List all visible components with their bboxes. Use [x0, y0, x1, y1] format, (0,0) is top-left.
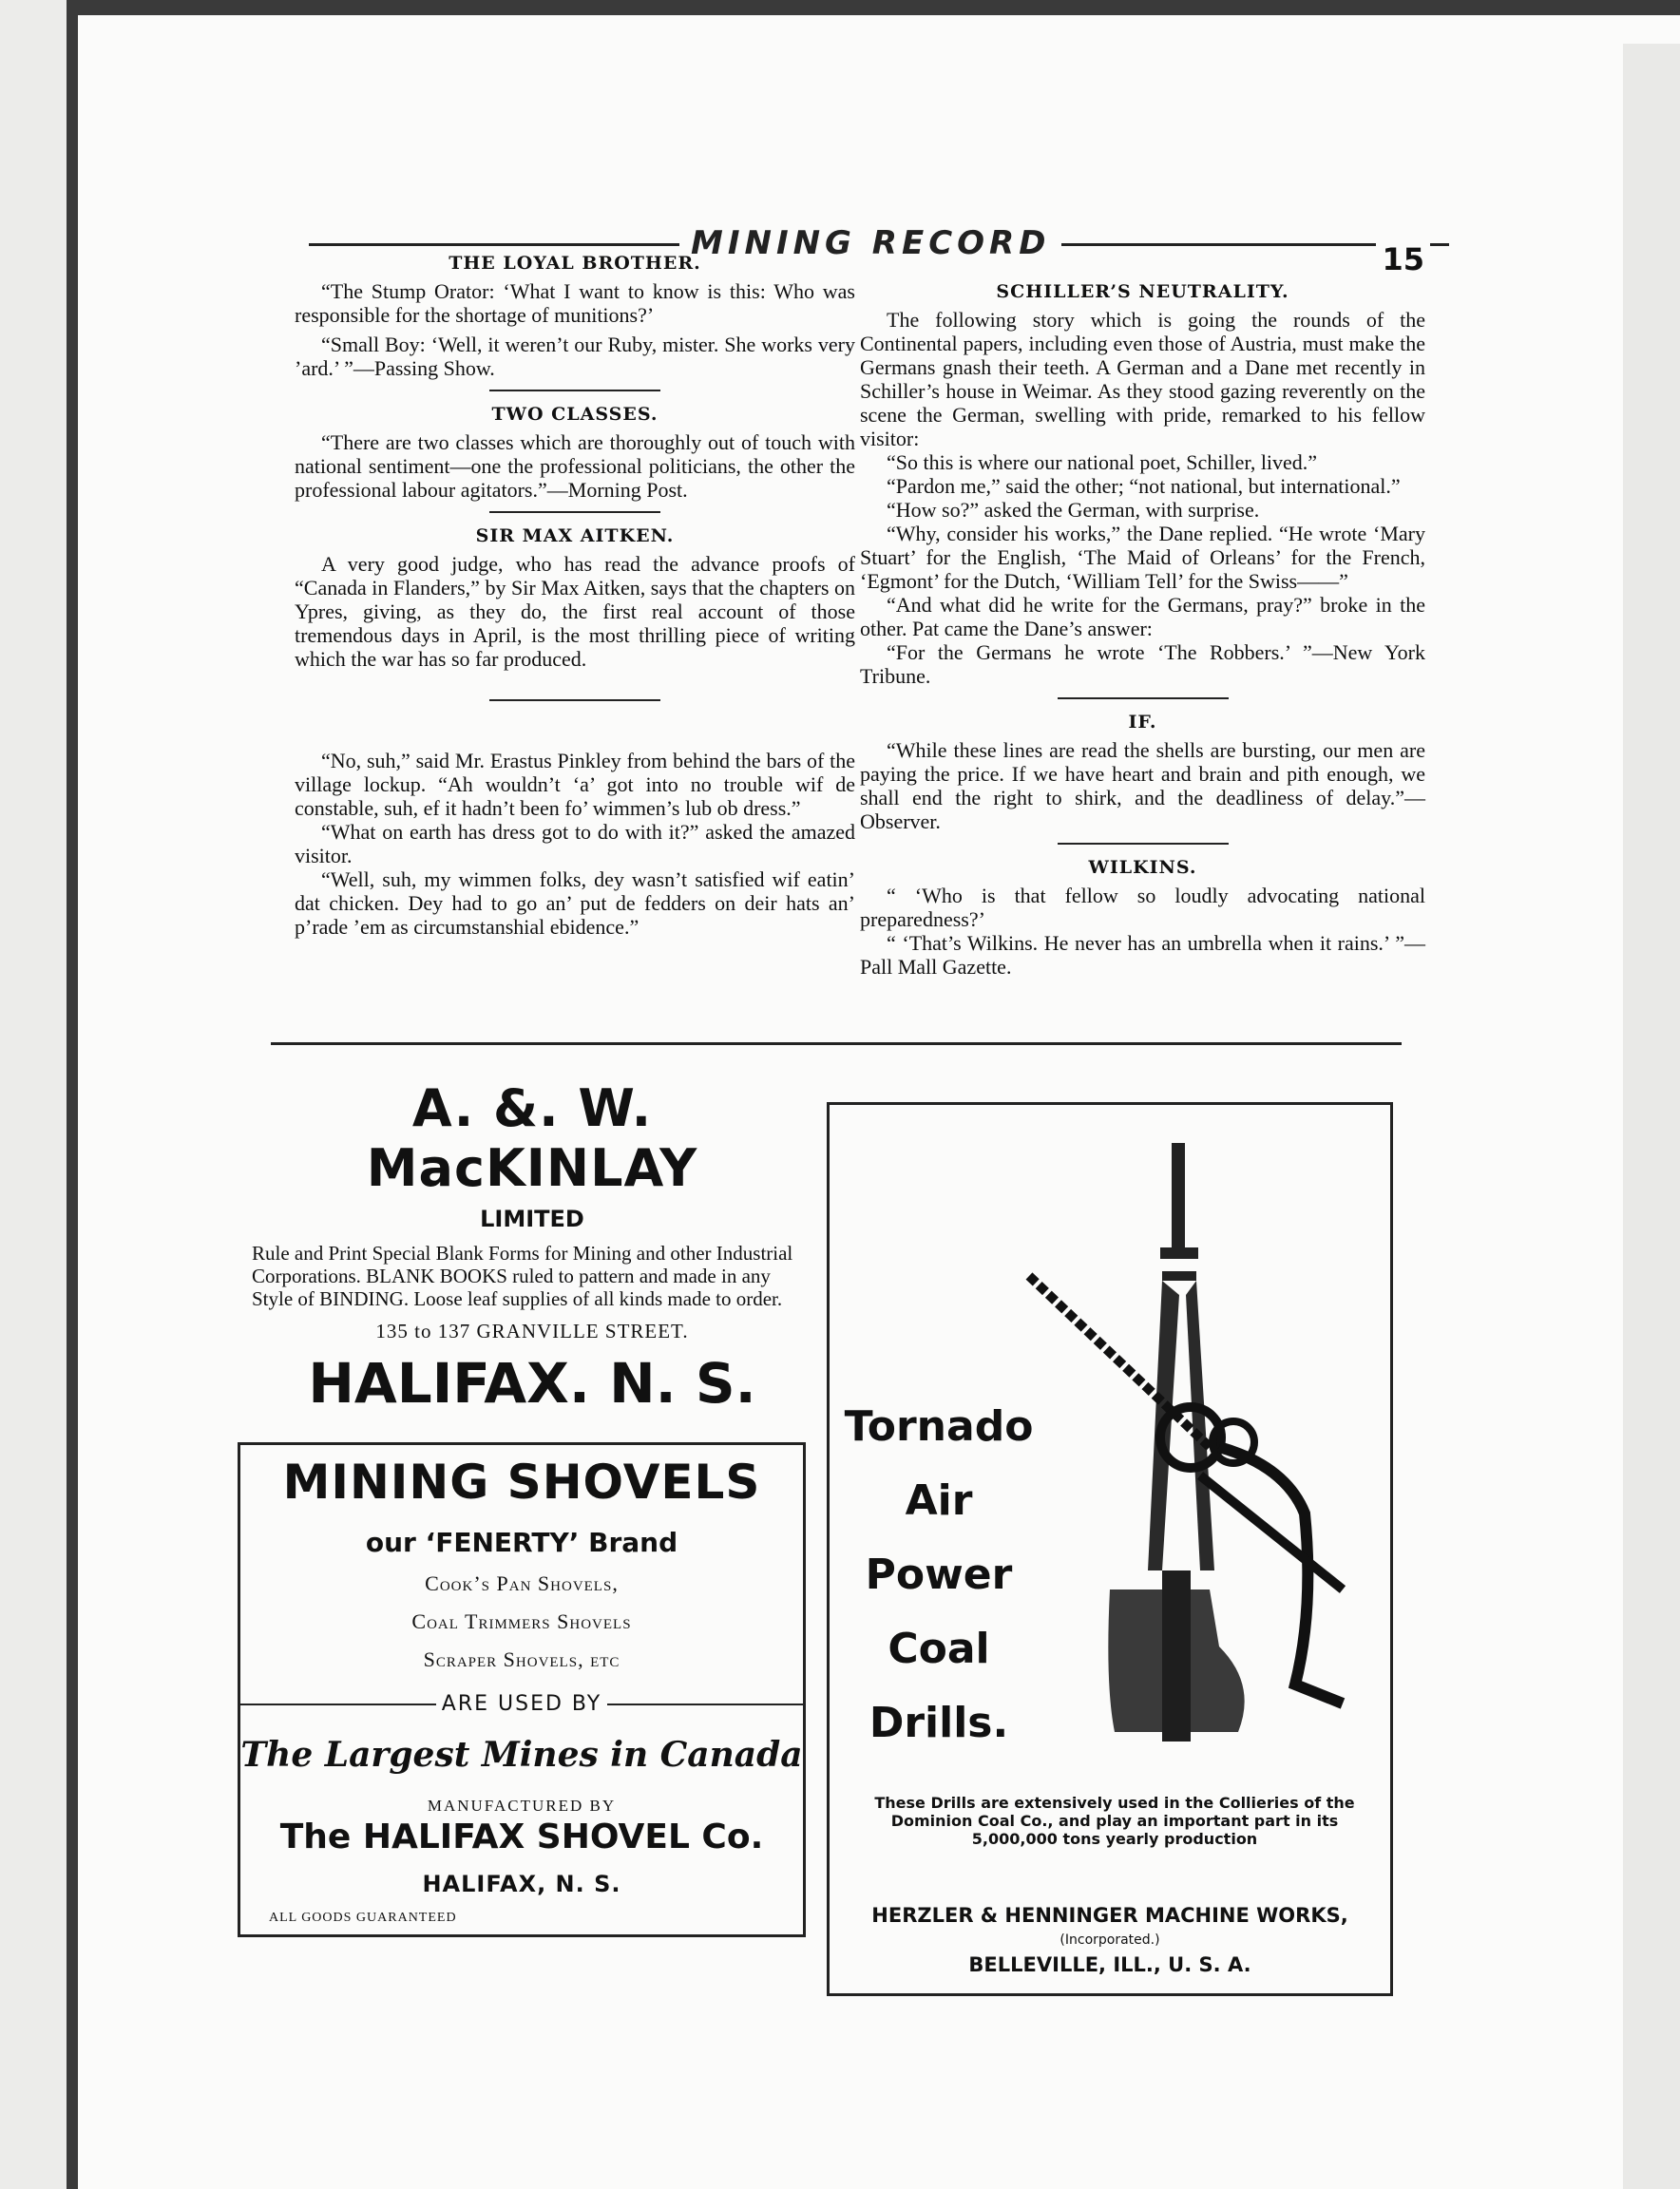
ad-shovels-item: Cook’s Pan Shovels,: [425, 1571, 619, 1595]
two-classes-p1: “There are two classes which are thoroughly out of touch with national sentiment—one the professional politicians, the other the professional labour agitators.”—Morning Post.: [295, 430, 855, 502]
ad-mackinlay-address: 135 to 137 GRANVILLE STREET.: [375, 1320, 689, 1342]
scan-margin: [0, 0, 67, 2189]
loyal-brother-p1: “The Stump Orator: ‘What I want to know is this: Who was responsible for the shortage of munitions?’: [295, 279, 855, 327]
column-footer-rule: [271, 1042, 1402, 1045]
schiller-p1: The following story which is going the rounds of the Continental papers, including even those of Austria, must make the Germans gnash their teeth. A German and a Dane met recently in Schiller’s house in Weimar. As they stood gazing reverently on the scene the German, swelling with pride, remarked to his fellow visitor:: [860, 308, 1425, 450]
ad-shovels-guarantee: ALL GOODS GUARANTEED: [269, 1911, 457, 1925]
ad-shovels-brand: our ‘FENERTY’ Brand: [365, 1527, 678, 1558]
ad-mackinlay: [242, 1078, 822, 1416]
ad-mackinlay-body: Rule and Print Special Blank Forms for Mining and other Industrial Corporations. BLANK BOOKS ruled to pattern and made in any Style of BINDING. Loose leaf supplies of all kinds made to order.: [252, 1242, 793, 1310]
heading-schiller: SCHILLER’S NEUTRALITY.: [996, 281, 1289, 302]
section-separator: [489, 699, 660, 701]
pinkley-p1: “No, suh,” said Mr. Erastus Pinkley from behind the bars of the village lockup. “Ah wouldn’t ‘a’ got into no trouble wif de constable, suh, ef it hadn’t been fo’ wimmen’s lub ob dress.”: [295, 749, 855, 820]
section-separator: [1058, 697, 1229, 699]
schiller-p2: “So this is where our national poet, Schiller, lived.”: [887, 450, 1318, 474]
ad-shovels-city: HALIFAX, N. S.: [422, 1871, 621, 1897]
page-edge: [1623, 44, 1680, 2189]
ad-mackinlay-limited: LIMITED: [480, 1206, 584, 1232]
heading-loyal-brother: THE LOYAL BROTHER.: [449, 253, 701, 274]
loyal-brother-p2: “Small Boy: ‘Well, it weren’t our Ruby, mister. She works very ’ard.’ ”—Passing Show.: [295, 333, 855, 380]
left-column: [295, 252, 855, 939]
heading-if: IF.: [1128, 712, 1157, 733]
heading-max-aitken: SIR MAX AITKEN.: [475, 525, 675, 546]
section-separator: [489, 511, 660, 513]
ad-shovels-largest: The Largest Mines in Canada: [240, 1735, 803, 1775]
section-separator: [1058, 843, 1229, 845]
ad-shovels-item: Scraper Shovels, etc: [423, 1647, 620, 1671]
ad-shovels-item: Coal Trimmers Shovels: [411, 1609, 632, 1633]
schiller-p5: “Why, consider his works,” the Dane replied. “He wrote ‘Mary Stuart’ for the English, ‘The Maid of Orleans’ for the French, ‘Egmont’ for the Dutch, ‘William Tell’ for the Swiss——”: [860, 522, 1425, 593]
ad-tornado-headline-line: Coal: [888, 1625, 990, 1673]
ad-shovels: [238, 1442, 806, 1937]
schiller-p7: “For the Germans he wrote ‘The Robbers.’ ”—New York Tribune.: [860, 640, 1425, 688]
ad-tornado-incorporated: (Incorporated.): [1060, 1932, 1160, 1948]
heading-wilkins: WILKINS.: [1088, 857, 1197, 878]
right-column: [860, 280, 1425, 979]
ad-mackinlay-name: A. &. W. MacKINLAY: [366, 1078, 698, 1198]
schiller-p6: “And what did he write for the Germans, pray?” broke in the other. Pat came the Dane’s answer:: [860, 593, 1425, 640]
ad-shovels-manufactured-by: MANUFACTURED BY: [427, 1797, 617, 1815]
ad-tornado-headline-line: Drills.: [869, 1699, 1009, 1747]
max-aitken-p1: A very good judge, who has read the advance proofs of “Canada in Flanders,” by Sir Max Aitken, says that the chapters on Ypres, giving, as they do, the first real account of those tremendous days in April, is the most thrilling piece of writing which the war has so far produced.: [295, 552, 855, 671]
schiller-p3: “Pardon me,” said the other; “not national, but international.”: [887, 474, 1401, 498]
pinkley-p3: “Well, suh, my wimmen folks, dey wasn’t satisfied wif eatin’ dat chicken. Dey had to go an’ put de fedders on deir hats an’ p’rade ’em as circumstanshial ebidence.”: [295, 867, 855, 939]
ad-tornado-headline-line: Air: [905, 1476, 973, 1525]
wilkins-p1: “ ‘Who is that fellow so loudly advocating national preparedness?’: [860, 884, 1425, 931]
heading-two-classes: TWO CLASSES.: [491, 404, 659, 425]
ad-tornado-maker-block: [830, 1903, 1390, 1977]
ad-shovels-used-by-text: ARE USED BY: [436, 1692, 607, 1716]
wilkins-p2: “ ‘That’s Wilkins. He never has an umbrella when it rains.’ ”—Pall Mall Gazette.: [860, 931, 1425, 979]
if-p1: “While these lines are read the shells are bursting, our men are paying the price. If we have heart and brain and pith enough, we shall end the right to shirk, and the deadliness of delay.”—Observer.: [860, 738, 1425, 833]
ad-tornado-headline: [839, 1390, 1039, 1761]
ad-shovels-used-by: [240, 1692, 803, 1716]
ad-tornado-location: BELLEVILLE, ILL., U. S. A.: [968, 1953, 1251, 1976]
section-separator: [489, 390, 660, 391]
ad-shovels-company: The HALIFAX SHOVEL Co.: [279, 1818, 764, 1856]
ad-tornado-description: These Drills are extensively used in the Collieries of the Dominion Coal Co., and play an important part in its 5,000,000 tons yearly production: [874, 1794, 1355, 1848]
ad-shovels-title: MINING SHOVELS: [282, 1455, 761, 1510]
ad-tornado-headline-line: Power: [865, 1551, 1013, 1599]
schiller-p4: “How so?” asked the German, with surprise.: [887, 498, 1260, 522]
ad-mackinlay-city: HALIFAX. N. S.: [308, 1351, 756, 1416]
ad-tornado-headline-line: Tornado: [844, 1402, 1034, 1451]
ad-tornado: [827, 1102, 1393, 1996]
ad-tornado-maker: HERZLER & HENNINGER MACHINE WORKS,: [871, 1904, 1348, 1927]
pinkley-p2: “What on earth has dress got to do with it?” asked the amazed visitor.: [295, 820, 855, 867]
coal-drill-illustration: [1020, 1114, 1381, 1780]
publication-title: MINING RECORD: [679, 224, 1061, 262]
page-number: 15: [1376, 241, 1430, 277]
